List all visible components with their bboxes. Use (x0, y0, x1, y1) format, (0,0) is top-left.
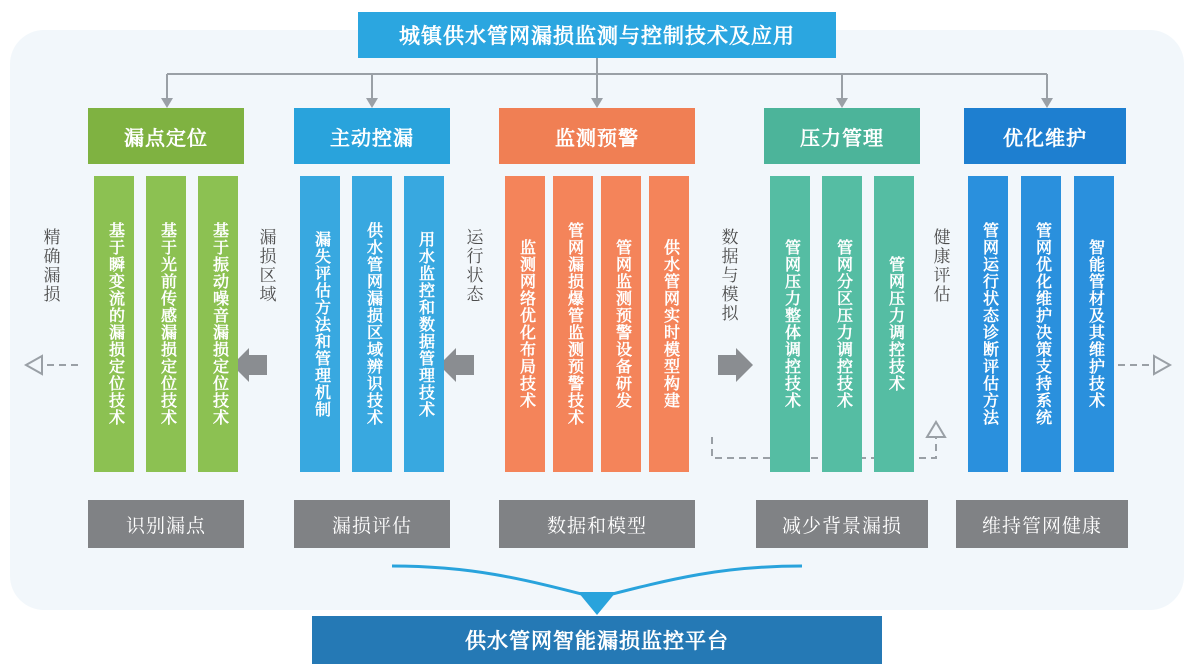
tech-bar-3-2[interactable]: 管网压力调控技术 (874, 176, 914, 472)
tech-bar-1-2[interactable]: 用水监控和数据管理技术 (404, 176, 444, 472)
tech-bar-2-2[interactable]: 管网监测预警设备研发 (601, 176, 641, 472)
side-label-4: 健康评估 (930, 228, 950, 304)
column-footer-1: 漏损评估 (294, 500, 450, 548)
diagram-top-title: 城镇供水管网漏损监测与控制技术及应用 (358, 12, 836, 58)
side-label-2: 运行状态 (463, 228, 483, 304)
column-header-2[interactable]: 监测预警 (499, 108, 695, 164)
side-label-3: 数据与模拟 (718, 228, 738, 323)
tech-bar-0-2[interactable]: 基于振动噪音漏损定位技术 (198, 176, 238, 472)
column-footer-3: 减少背景漏损 (756, 500, 928, 548)
column-footer-0: 识别漏点 (88, 500, 244, 548)
tech-bar-4-1[interactable]: 管网优化维护决策支持系统 (1021, 176, 1061, 472)
column-footer-2: 数据和模型 (499, 500, 695, 548)
tech-bar-4-0[interactable]: 管网运行状态诊断评估方法 (968, 176, 1008, 472)
tech-bar-3-0[interactable]: 管网压力整体调控技术 (770, 176, 810, 472)
tech-bar-2-3[interactable]: 供水管网实时模型构建 (649, 176, 689, 472)
side-label-1: 漏损区域 (256, 228, 276, 304)
tech-bar-2-0[interactable]: 监测网络优化布局技术 (505, 176, 545, 472)
diagram-bottom-title: 供水管网智能漏损监控平台 (312, 616, 882, 664)
column-header-1[interactable]: 主动控漏 (294, 108, 450, 164)
tech-bar-0-0[interactable]: 基于瞬变流的漏损定位技术 (94, 176, 134, 472)
tech-bar-4-2[interactable]: 智能管材及其维护技术 (1074, 176, 1114, 472)
side-label-0: 精确漏损 (40, 228, 60, 304)
column-header-0[interactable]: 漏点定位 (88, 108, 244, 164)
tech-bar-3-1[interactable]: 管网分区压力调控技术 (822, 176, 862, 472)
tech-bar-0-1[interactable]: 基于光前传感漏损定位技术 (146, 176, 186, 472)
tech-bar-1-0[interactable]: 漏失评估方法和管理机制 (300, 176, 340, 472)
tech-bar-1-1[interactable]: 供水管网漏损区域辨识技术 (352, 176, 392, 472)
tech-bar-2-1[interactable]: 管网漏损爆管监测预警技术 (553, 176, 593, 472)
column-footer-4: 维持管网健康 (956, 500, 1128, 548)
column-header-4[interactable]: 优化维护 (964, 108, 1126, 164)
column-header-3[interactable]: 压力管理 (764, 108, 920, 164)
